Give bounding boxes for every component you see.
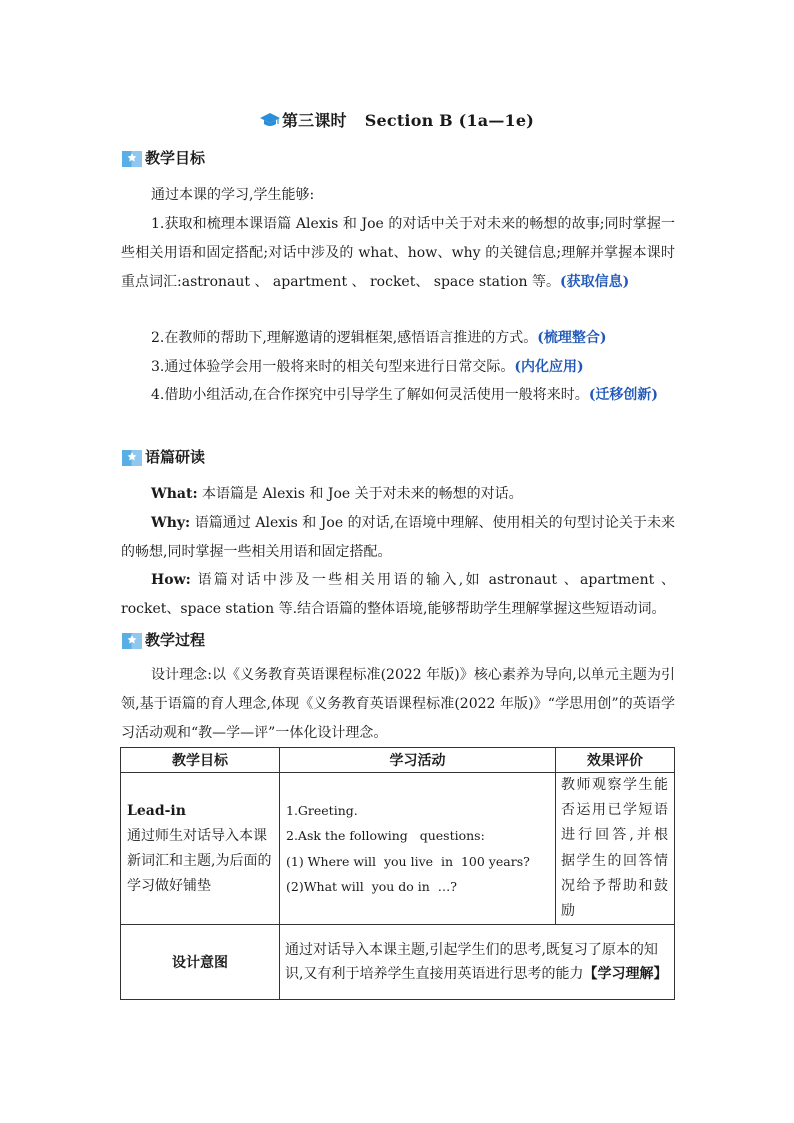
lesson-plan-table [120,747,675,1000]
activities-cell [280,773,556,925]
goals-intro: 通过本课的学习,学生能够: [151,187,315,203]
header-activities: 学习活动 [280,748,556,773]
goal-tag-2: (梳理整合) [537,330,607,346]
section-title-goals: 教学目标 [145,149,206,167]
table-row [121,925,675,1000]
lesson-title [0,108,794,132]
goal-item-3: 3.通过体验学会用一般将来时的相关句型来进行日常交际。(内化应用) [151,359,584,375]
section-title-process: 教学过程 [145,631,206,649]
lead-in-description: 通过师生对话导入本课新词汇和主题,为后面的学习做好铺垫 [127,827,272,894]
book-sparkle-icon [121,630,143,656]
intent-label: 设计意图 [121,925,280,1000]
goal-tag-3: (内化应用) [514,359,584,375]
section-title-analysis: 语篇研读 [145,448,206,466]
analysis-how: How: 语篇对话中涉及一些相关用语的输入,如 astronaut 、apartment 、rocket、space station 等.结合语篇的整体语境,能够帮助学生理解掌握这些短语动词。 [121,572,675,617]
table-header-row [121,748,675,773]
design-philosophy: 设计理念:以《义务教育英语课程标准(2022 年版)》核心素养为导向,以单元主题为引领,基于语篇的育人理念,体现《义务教育英语课程标准(2022 年版)》“学思用创”的英语学习活动观和“教—学—评”一体化设计理念。 [121,667,675,741]
section-heading-process [121,629,205,651]
activity-line: (1) Where will you live in 100 years? [286,853,530,869]
lead-in-title: Lead-in [127,802,186,819]
graduation-cap-icon [260,112,280,132]
analysis-why: Why: 语篇通过 Alexis 和 Joe 的对话,在语境中理解、使用相关的句型讨论关于未来的畅想,同时掌握一些相关用语和固定搭配。 [121,515,675,560]
analysis-what: What: 本语篇是 Alexis 和 Joe 关于对未来的畅想的对话。 [151,486,523,502]
lesson-number: 第三课时 [281,111,347,130]
goal-tag-1: (获取信息) [560,274,630,290]
header-evaluation: 效果评价 [556,748,675,773]
intent-cell [280,925,675,1000]
activity-line: 2.Ask the following questions: [286,828,485,844]
activity-line: (2)What will you do in …? [286,879,458,895]
book-sparkle-icon [121,447,143,473]
header-goals: 教学目标 [121,748,280,773]
intent-text: 通过对话导入本课主题,引起学生们的思考,既复习了原本的知识,又有利于培养学生直接用英语进行思考的能力 [285,942,658,983]
lead-in-cell [121,773,280,925]
goal-item-2: 2.在教师的帮助下,理解邀请的逻辑框架,感悟语言推进的方式。(梳理整合) [151,330,607,346]
section-heading-goals [121,147,205,169]
activity-line: 1.Greeting. [286,802,358,818]
lesson-section: Section B (1a—1e) [364,111,535,130]
section-heading-analysis [121,446,205,468]
goal-item-1: 1.获取和梳理本课语篇 Alexis 和 Joe 的对话中关于对未来的畅想的故事;同时掌握一些相关用语和固定搭配;对话中涉及的 what、how、why 的关键信息;理解并掌握本课时重点词汇:astronaut 、 apartment 、 rocket、 space station 等。(获取信息) [121,216,675,290]
goal-item-4: 4.借助小组活动,在合作探究中引导学生了解如何灵活使用一般将来时。(迁移创新) [151,387,659,403]
evaluation-cell: 教师观察学生能否运用已学短语进行回答,并根据学生的回答情况给予帮助和鼓励 [556,773,675,925]
table-row [121,773,675,925]
book-sparkle-icon [121,148,143,174]
intent-tag: 【学习理解】 [583,966,668,983]
goal-tag-4: (迁移创新) [588,387,659,403]
